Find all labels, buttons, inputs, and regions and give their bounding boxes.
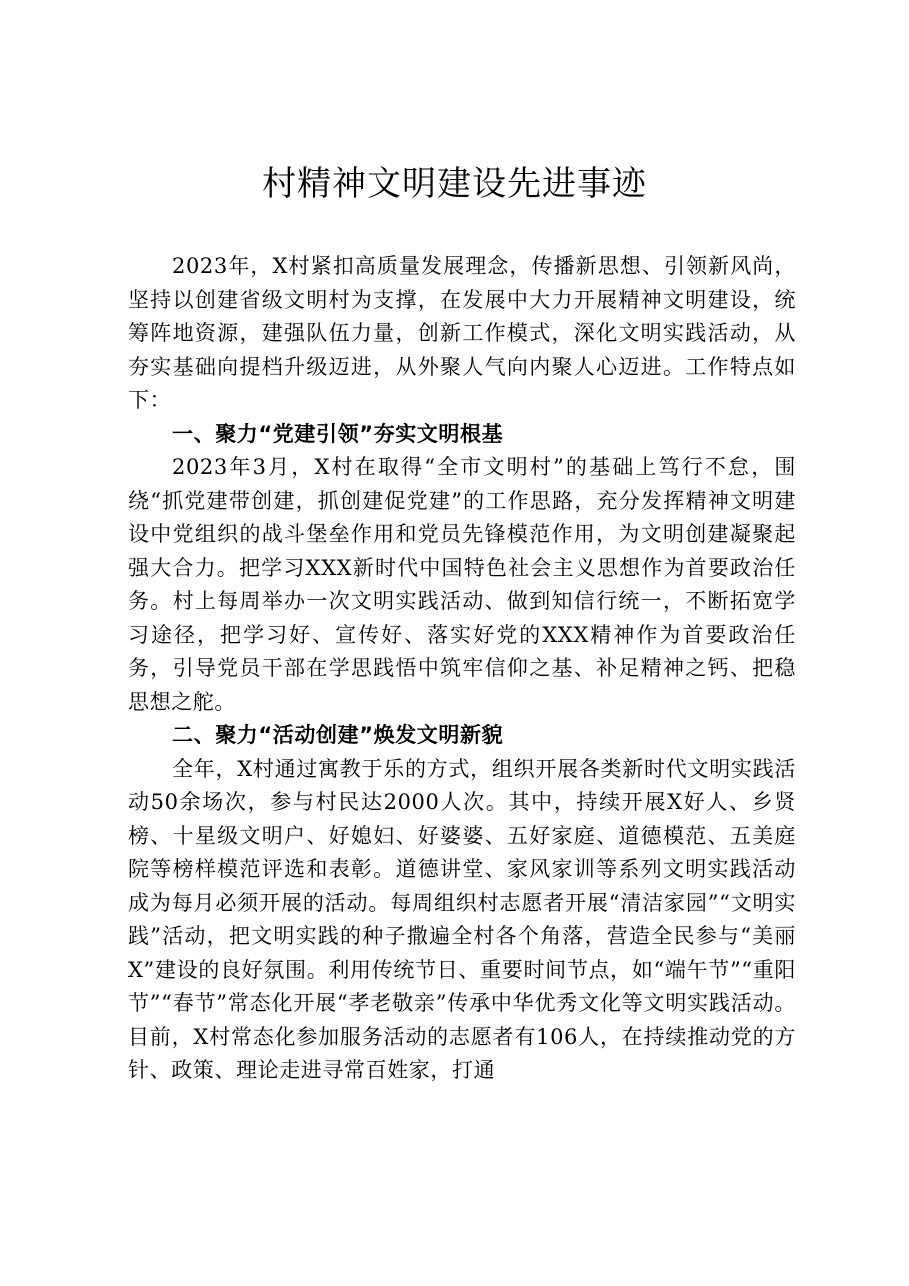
section-1-heading: 一、聚力“党建引领”夯实文明根基 [172, 421, 504, 446]
intro-paragraph: 2023年，X村紧扣高质量发展理念，传播新思想、引领新风尚，坚持以创建省级文明村为支撑，在发展中大力开展精神文明建设，统筹阵地资源，建强队伍力量，创新工作模式，深化文明实践活动，从夯实基础向提档升级迈进，从外聚人气向内聚人心迈进。工作特点如下： [128, 254, 796, 412]
section-2-heading: 二、聚力“活动创建”焕发文明新貌 [172, 723, 504, 747]
section-2-paragraph: 全年，X村通过寓教于乐的方式，组织开展各类新时代文明实践活动50余场次，参与村民达2000人次。其中，持续开展X好人、乡贤榜、十星级文明户、好媳妇、好婆婆、五好家庭、道德模范、五美庭院等榜样模范评选和表彰。道德讲堂、家风家训等系列文明实践活动成为每月必须开展的活动。每周组织村志愿者开展“清洁家园”“文明实践”活动，把文明实践的种子撒遍全村各个角落，营造全民参与“美丽X”建设的良好氛围。利用传统节日、重要时间节点，如“端午节”“重阳节”“春节”常态化开展“孝老敬亲”传承中华优秀文化等文明实践活动。目前，X村常态化参加服务活动的志愿者有106人，在持续推动党的方针、政策、理论走进寻常百姓家，打通 [128, 756, 796, 1082]
document-title: 村精神文明建设先进事迹 [262, 164, 647, 204]
document-body [128, 250, 796, 1088]
section-1-paragraph: 2023年3月，X村在取得“全市文明村”的基础上笃行不怠，围绕“抓党建带创建，抓创建促党建”的工作思路，充分发挥精神文明建设中党组织的战斗堡垒作用和党员先锋模范作用，为文明创建凝聚起强大合力。把学习XXX新时代中国特色社会主义思想作为首要政治任务。村上每周举办一次文明实践活动、做到知信行统一，不断拓宽学习途径，把学习好、宣传好、落实好党的XXX精神作为首要政治任务，引导党员干部在学思践悟中筑牢信仰之基、补足精神之钙、把稳思想之舵。 [128, 455, 796, 714]
